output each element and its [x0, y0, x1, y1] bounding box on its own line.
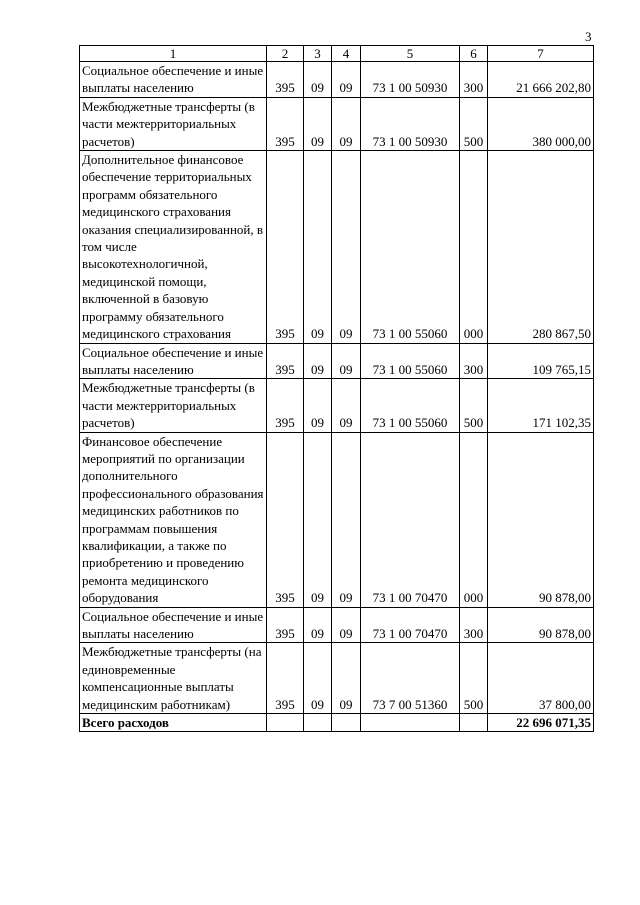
expense-type-code: 000 [460, 432, 488, 607]
admin-code: 395 [267, 151, 304, 343]
total-row [80, 714, 594, 732]
admin-code: 395 [267, 97, 304, 150]
expense-type-code: 300 [460, 343, 488, 379]
page-number: 3 [585, 29, 592, 44]
table-row [80, 97, 594, 150]
section-code: 09 [304, 379, 332, 432]
total-label: Всего расходов [80, 714, 267, 732]
row-name: Межбюджетные трансферты (в части межтерриториальных расчетов) [80, 379, 267, 432]
amount: 90 878,00 [488, 607, 594, 643]
amount: 90 878,00 [488, 432, 594, 607]
subsection-code: 09 [332, 343, 361, 379]
column-number-header-row [80, 46, 594, 62]
target-article-code: 73 1 00 70470 [361, 432, 460, 607]
row-name: Дополнительное финансовое обеспечение территориальных программ обязательного медицинского страхования оказания специализированной, в том числе высокотехнологичной, медицинской помощи, включенной в базовую программу обязательного медицинского страхования [80, 151, 267, 343]
subsection-code: 09 [332, 62, 361, 98]
target-article-code: 73 1 00 55060 [361, 151, 460, 343]
column-header: 1 [80, 46, 267, 62]
amount: 21 666 202,80 [488, 62, 594, 98]
table-row [80, 643, 594, 714]
expense-type-code: 500 [460, 643, 488, 714]
total-amount: 22 696 071,35 [488, 714, 594, 732]
admin-code: 395 [267, 343, 304, 379]
target-article-code: 73 1 00 55060 [361, 343, 460, 379]
expense-type-code: 500 [460, 97, 488, 150]
row-name: Финансовое обеспечение мероприятий по организации дополнительного профессионального образования медицинских работников по программам повышения квалификации, а также по приобретению и проведению ремонта медицинского оборудования [80, 432, 267, 607]
section-code: 09 [304, 643, 332, 714]
subsection-code: 09 [332, 643, 361, 714]
admin-code: 395 [267, 432, 304, 607]
expense-type-code: 500 [460, 379, 488, 432]
amount: 37 800,00 [488, 643, 594, 714]
column-header: 7 [488, 46, 594, 62]
empty-cell [267, 714, 304, 732]
admin-code: 395 [267, 643, 304, 714]
row-name: Социальное обеспечение и иные выплаты населению [80, 607, 267, 643]
admin-code: 395 [267, 62, 304, 98]
subsection-code: 09 [332, 432, 361, 607]
empty-cell [332, 714, 361, 732]
subsection-code: 09 [332, 607, 361, 643]
target-article-code: 73 1 00 50930 [361, 62, 460, 98]
section-code: 09 [304, 97, 332, 150]
section-code: 09 [304, 432, 332, 607]
subsection-code: 09 [332, 379, 361, 432]
expense-type-code: 300 [460, 62, 488, 98]
section-code: 09 [304, 62, 332, 98]
subsection-code: 09 [332, 97, 361, 150]
table-row [80, 343, 594, 379]
empty-cell [361, 714, 460, 732]
table-row [80, 379, 594, 432]
amount: 109 765,15 [488, 343, 594, 379]
expenditure-table [79, 45, 594, 732]
amount: 280 867,50 [488, 151, 594, 343]
admin-code: 395 [267, 607, 304, 643]
target-article-code: 73 7 00 51360 [361, 643, 460, 714]
admin-code: 395 [267, 379, 304, 432]
table-row [80, 432, 594, 607]
table-row [80, 607, 594, 643]
row-name: Социальное обеспечение и иные выплаты населению [80, 343, 267, 379]
subsection-code: 09 [332, 151, 361, 343]
section-code: 09 [304, 151, 332, 343]
section-code: 09 [304, 607, 332, 643]
table-row [80, 151, 594, 343]
section-code: 09 [304, 343, 332, 379]
column-header: 6 [460, 46, 488, 62]
amount: 171 102,35 [488, 379, 594, 432]
target-article-code: 73 1 00 70470 [361, 607, 460, 643]
expense-type-code: 000 [460, 151, 488, 343]
expense-type-code: 300 [460, 607, 488, 643]
row-name: Социальное обеспечение и иные выплаты населению [80, 62, 267, 98]
table-row [80, 62, 594, 98]
row-name: Межбюджетные трансферты (на единовременные компенсационные выплаты медицинским работникам) [80, 643, 267, 714]
empty-cell [460, 714, 488, 732]
row-name: Межбюджетные трансферты (в части межтерриториальных расчетов) [80, 97, 267, 150]
column-header: 3 [304, 46, 332, 62]
column-header: 4 [332, 46, 361, 62]
empty-cell [304, 714, 332, 732]
target-article-code: 73 1 00 55060 [361, 379, 460, 432]
amount: 380 000,00 [488, 97, 594, 150]
column-header: 5 [361, 46, 460, 62]
target-article-code: 73 1 00 50930 [361, 97, 460, 150]
column-header: 2 [267, 46, 304, 62]
